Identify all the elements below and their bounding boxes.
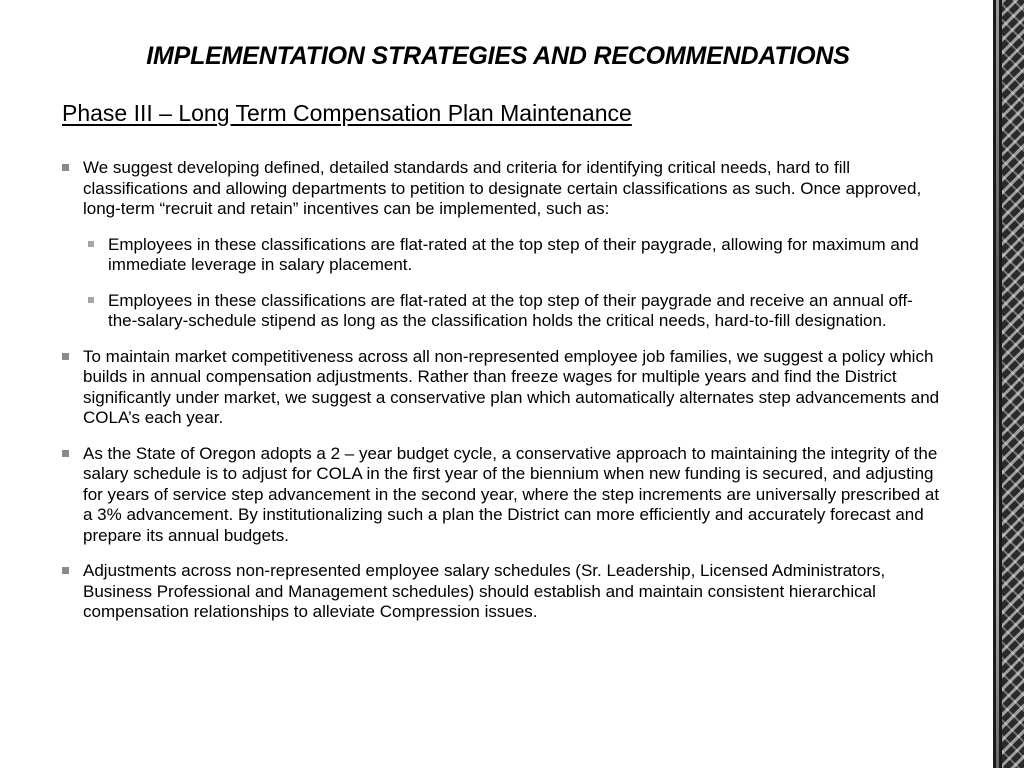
bullet-text: We suggest developing defined, detailed standards and criteria for identifying critical needs, hard to fill classifications and allowing departments to petition to designate certain classifications as such. Once approved, long-term “recruit and retain” incentives can be implemented, such as: bbox=[83, 158, 922, 218]
bullet-text: To maintain market competitiveness across all non-represented employee job families, we suggest a policy which builds in annual compensation adjustments. Rather than freeze wages for multiple years and find the District significantly under market, we suggest a conservative plan which automatically alternates step advancements and COLA’s each year. bbox=[83, 346, 940, 427]
bullet-square-icon bbox=[62, 567, 69, 574]
bullet-item bbox=[62, 561, 942, 623]
bullet-list bbox=[62, 158, 942, 638]
side-border-texture bbox=[1002, 0, 1024, 768]
bullet-text: As the State of Oregon adopts a 2 – year budget cycle, a conservative approach to maintaining the integrity of the salary schedule is to adjust for COLA in the first year of the biennium when new funding is secured, and adjusting for years of service step advancement in the second year, where the step increments are universally prescribed at a 3% advancement. By institutionalizing such a plan the District can more efficiently and accurately forecast and prepare its annual budgets. bbox=[83, 443, 940, 545]
slide-subtitle: Phase III – Long Term Compensation Plan Maintenance bbox=[62, 100, 632, 126]
sub-bullet-item bbox=[62, 235, 942, 276]
bullet-item bbox=[62, 158, 942, 220]
side-border-edge bbox=[990, 0, 993, 768]
slide-title: IMPLEMENTATION STRATEGIES AND RECOMMENDATIONS bbox=[146, 42, 850, 70]
bullet-text: Adjustments across non-represented employee salary schedules (Sr. Leadership, Licensed Administrators, Business Professional and Management schedules) should establish and maintain consistent hierarchical compensation relationships to alleviate Compression issues. bbox=[83, 561, 886, 621]
bullet-square-icon bbox=[62, 164, 69, 171]
sub-bullet-square-icon bbox=[88, 297, 94, 303]
decorative-side-border bbox=[990, 0, 1024, 768]
sub-bullet-text: Employees in these classifications are flat-rated at the top step of their paygrade and receive an annual off-the-salary-schedule stipend as long as the classification holds the critical needs, hard-to-fill designation. bbox=[108, 290, 913, 330]
sub-bullet-text: Employees in these classifications are flat-rated at the top step of their paygrade, allowing for maximum and immediate leverage in salary placement. bbox=[108, 234, 919, 274]
bullet-square-icon bbox=[62, 450, 69, 457]
sub-bullet-square-icon bbox=[88, 241, 94, 247]
bullet-square-icon bbox=[62, 353, 69, 360]
bullet-item bbox=[62, 347, 942, 429]
side-border-stripe bbox=[996, 0, 999, 768]
bullet-item bbox=[62, 444, 942, 547]
sub-bullet-item bbox=[62, 291, 942, 332]
